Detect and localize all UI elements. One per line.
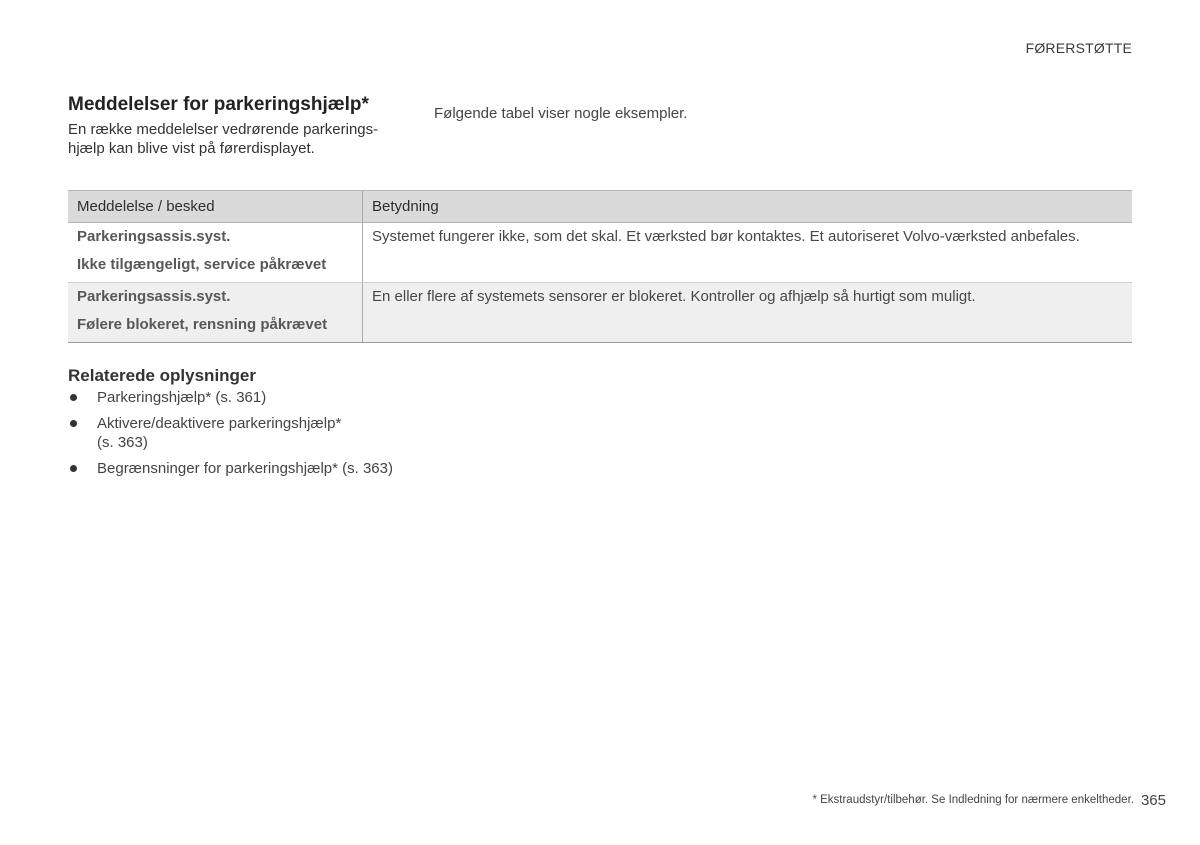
message-line: Parkeringsassis.syst.: [77, 288, 231, 305]
message-line: Parkeringsassis.syst.: [77, 228, 231, 245]
page-title: Meddelelser for parkeringshjælp*: [68, 94, 369, 115]
list-item: [68, 459, 393, 478]
related-info-list: [68, 388, 393, 485]
intro-paragraph: [68, 120, 398, 158]
messages-table: [68, 190, 1132, 343]
list-item: [68, 414, 393, 452]
list-item-line: Aktivere/deaktivere parkeringshjælp*: [97, 415, 342, 432]
intro-line: En række meddelelser vedrørende parkerings-: [68, 121, 379, 138]
message-line: Ikke tilgængeligt, service påkrævet: [77, 256, 327, 273]
bullet-icon: [70, 420, 77, 427]
list-item-text: [97, 388, 393, 407]
intro-line: hjælp kan blive vist på førerdisplayet.: [68, 140, 315, 157]
table-row: [68, 223, 1132, 283]
meaning-cell: En eller flere af systemets sensorer er blokeret. Kontroller og afhjælp så hurtigt som muligt.: [372, 288, 976, 305]
list-item-line: Begrænsninger for parkeringshjælp* (s. 363): [97, 460, 393, 477]
column-header-message: Meddelelse / besked: [68, 191, 363, 222]
list-item-text: [97, 414, 393, 452]
bullet-icon: [70, 465, 77, 472]
related-info-heading: Relaterede oplysninger: [68, 366, 257, 385]
message-cell: [68, 223, 363, 282]
page-number: 365: [1140, 791, 1166, 809]
section-header: FØRERSTØTTE: [1025, 40, 1132, 56]
list-item-text: [97, 459, 393, 478]
column-header-meaning: Betydning: [372, 198, 439, 215]
message-line: Følere blokeret, rensning påkrævet: [77, 316, 328, 333]
list-item-line: Parkeringshjælp* (s. 361): [97, 389, 267, 406]
bullet-icon: [70, 394, 77, 401]
footnote: * Ekstraudstyr/tilbehør. Se Indledning for nærmere enkeltheder.: [812, 794, 1134, 806]
meaning-cell: Systemet fungerer ikke, som det skal. Et værksted bør kontaktes. Et autoriseret Volvo-værksted anbefales.: [372, 228, 1080, 245]
table-row: [68, 283, 1132, 342]
table-intro-text: Følgende tabel viser nogle eksempler.: [434, 105, 688, 122]
list-item: [68, 388, 393, 407]
table-header-row: [68, 191, 1132, 223]
page-footer: [812, 790, 1166, 810]
list-item-line: (s. 363): [97, 434, 148, 451]
message-cell: [68, 283, 363, 342]
